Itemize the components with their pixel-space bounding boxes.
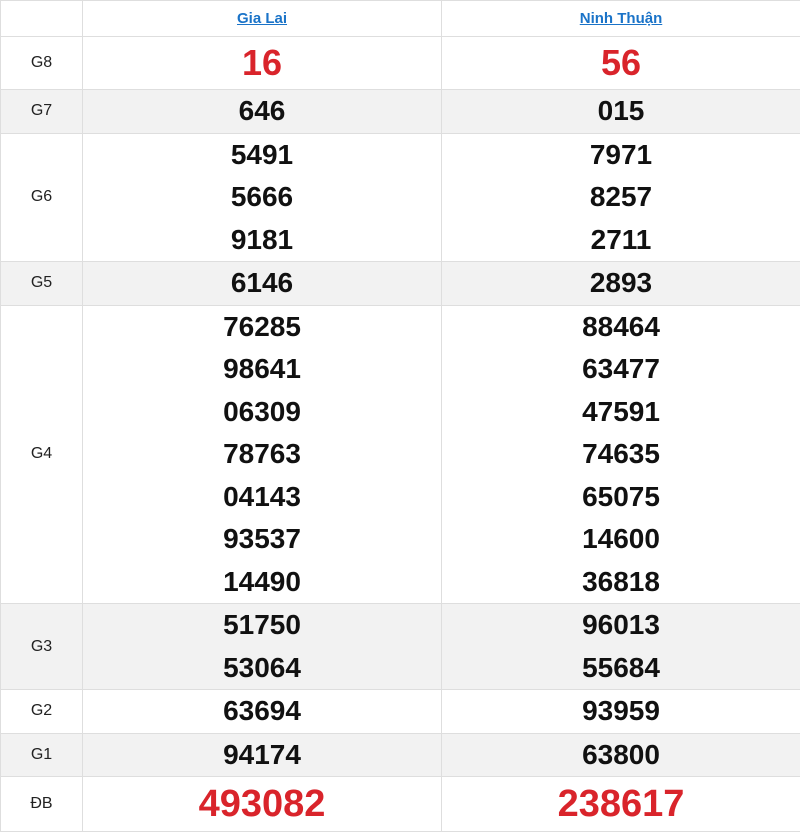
- prize-label: G3: [1, 604, 83, 690]
- prize-header-cell: [1, 1, 83, 37]
- result-number: 36818: [442, 561, 800, 604]
- result-number: 74635: [442, 433, 800, 476]
- result-number: 14600: [442, 518, 800, 561]
- prize-label: G6: [1, 133, 83, 262]
- result-number: 63694: [83, 690, 441, 733]
- result-number: 55684: [442, 647, 800, 690]
- result-number: 47591: [442, 391, 800, 434]
- prize-row-g7: [1, 90, 800, 134]
- result-cell: [442, 777, 800, 832]
- prize-label: G4: [1, 305, 83, 604]
- result-cell: [442, 733, 800, 777]
- prize-row-g1: [1, 733, 800, 777]
- prize-row-g4: [1, 305, 800, 604]
- result-number: 646: [83, 90, 441, 133]
- prize-label: ĐB: [1, 777, 83, 832]
- result-cell: [442, 90, 800, 134]
- prize-row-g3: [1, 604, 800, 690]
- result-number: 04143: [83, 476, 441, 519]
- result-number: 94174: [83, 734, 441, 777]
- province-header-cell: [83, 1, 442, 37]
- result-number: 76285: [83, 306, 441, 349]
- result-number: 6146: [83, 262, 441, 305]
- prize-label: G7: [1, 90, 83, 134]
- province-link-gia-lai[interactable]: Gia Lai: [237, 10, 287, 27]
- result-number: 56: [442, 38, 800, 88]
- result-cell: [442, 690, 800, 734]
- result-cell: [83, 262, 442, 306]
- result-number: 78763: [83, 433, 441, 476]
- result-number: 2711: [442, 219, 800, 262]
- prize-row-g6: [1, 133, 800, 262]
- result-cell: [83, 777, 442, 832]
- result-cell: [442, 262, 800, 306]
- prize-label: G5: [1, 262, 83, 306]
- result-cell: [83, 733, 442, 777]
- province-header-cell: [442, 1, 800, 37]
- prize-label: G2: [1, 690, 83, 734]
- result-number: 63477: [442, 348, 800, 391]
- result-cell: [83, 604, 442, 690]
- prize-row-g2: [1, 690, 800, 734]
- result-number: 8257: [442, 176, 800, 219]
- result-number: 493082: [83, 777, 441, 831]
- result-number: 015: [442, 90, 800, 133]
- result-number: 93959: [442, 690, 800, 733]
- prize-label: G8: [1, 37, 83, 90]
- result-number: 7971: [442, 134, 800, 177]
- result-number: 9181: [83, 219, 441, 262]
- result-cell: [442, 133, 800, 262]
- result-number: 96013: [442, 604, 800, 647]
- prize-row-g8: [1, 37, 800, 90]
- header-row: [1, 1, 800, 37]
- result-number: 63800: [442, 734, 800, 777]
- result-cell: [83, 305, 442, 604]
- result-cell: [83, 690, 442, 734]
- result-number: 16: [83, 38, 441, 88]
- prize-row-g5: [1, 262, 800, 306]
- result-cell: [83, 37, 442, 90]
- result-cell: [442, 305, 800, 604]
- result-number: 88464: [442, 306, 800, 349]
- prize-label: G1: [1, 733, 83, 777]
- result-number: 5666: [83, 176, 441, 219]
- result-cell: [442, 604, 800, 690]
- province-link-ninh-thuan[interactable]: Ninh Thuận: [580, 10, 663, 27]
- result-number: 5491: [83, 134, 441, 177]
- result-number: 51750: [83, 604, 441, 647]
- result-number: 98641: [83, 348, 441, 391]
- result-number: 238617: [442, 777, 800, 831]
- result-cell: [83, 133, 442, 262]
- prize-row-db: [1, 777, 800, 832]
- result-cell: [442, 37, 800, 90]
- result-number: 2893: [442, 262, 800, 305]
- result-cell: [83, 90, 442, 134]
- result-number: 65075: [442, 476, 800, 519]
- result-number: 93537: [83, 518, 441, 561]
- result-number: 14490: [83, 561, 441, 604]
- result-number: 06309: [83, 391, 441, 434]
- result-number: 53064: [83, 647, 441, 690]
